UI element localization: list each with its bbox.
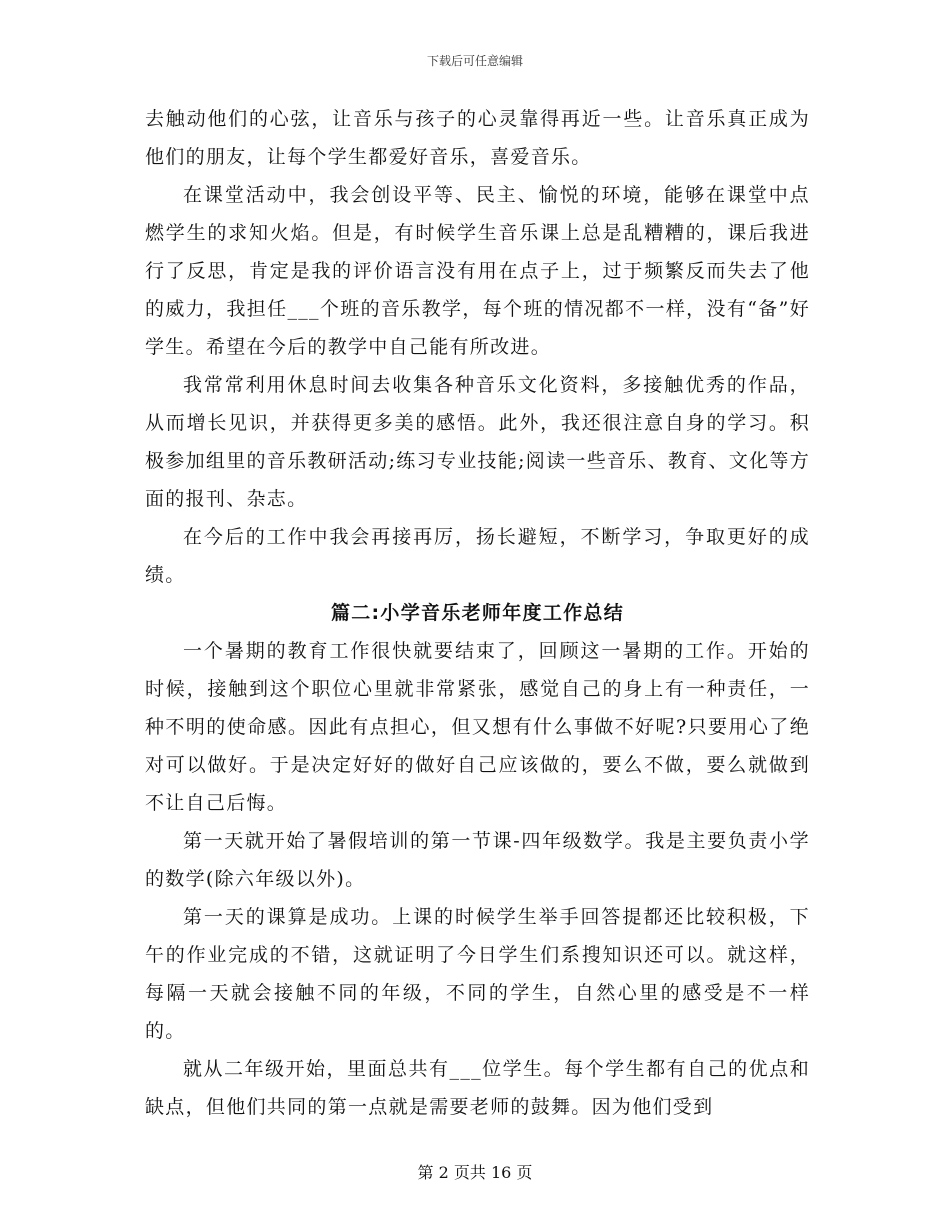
section-title: 篇二:小学音乐老师年度工作总结 (330, 602, 625, 624)
paragraph: 第一天的课算是成功。上课的时候学生举手回答提都还比较积极，下午的作业完成的不错，这就证明了今日学生们系搜知识还可以。就这样，每隔一天就会接触不同的年级，不同的学生，自然心里的感受是不一样的。 (145, 906, 810, 1042)
document-body (145, 100, 810, 1126)
paragraph: 在今后的工作中我会再接再厉，扬长避短，不断学习，争取更好的成绩。 (145, 526, 810, 586)
paragraph-continuation: 去触动他们的心弦，让音乐与孩子的心灵靠得再近一些。让音乐真正成为他们的朋友，让每个学生都爱好音乐，喜爱音乐。 (145, 108, 810, 168)
page-number: 第 2 页共 16 页 (417, 1163, 533, 1182)
paragraph: 就从二年级开始，里面总共有___位学生。每个学生都有自己的优点和缺点，但他们共同的第一点就是需要老师的鼓舞。因为他们受到 (145, 1058, 810, 1118)
paragraph: 第一天就开始了暑假培训的第一节课-四年级数学。我是主要负责小学的数学(除六年级以外)。 (145, 830, 810, 890)
paragraph: 我常常利用休息时间去收集各种音乐文化资料，多接触优秀的作品，从而增长见识，并获得更多美的感悟。此外，我还很注意自身的学习。积极参加组里的音乐教研活动;练习专业技能;阅读一些音乐、教育、文化等方面的报刊、杂志。 (145, 374, 811, 510)
paragraph: 一个暑期的教育工作很快就要结束了，回顾这一暑期的工作。开始的时候，接触到这个职位心里就非常紧张，感觉自己的身上有一种责任，一种不明的使命感。因此有点担心，但又想有什么事做不好呢?只要用心了绝对可以做好。于是决定好好的做好自己应该做的，要么不做，要么就做到不让自己后悔。 (145, 640, 810, 814)
header-note: 下载后可任意编辑 (426, 54, 523, 68)
paragraph: 在课堂活动中，我会创设平等、民主、愉悦的环境，能够在课堂中点燃学生的求知火焰。但是，有时候学生音乐课上总是乱糟糟的，课后我进行了反思，肯定是我的评价语言没有用在点子上，过于频繁反而失去了他的威力，我担任___个班的音乐教学，每个班的情况都不一样，没有“备”好学生。希望在今后的教学中自己能有所改进。 (145, 184, 810, 358)
